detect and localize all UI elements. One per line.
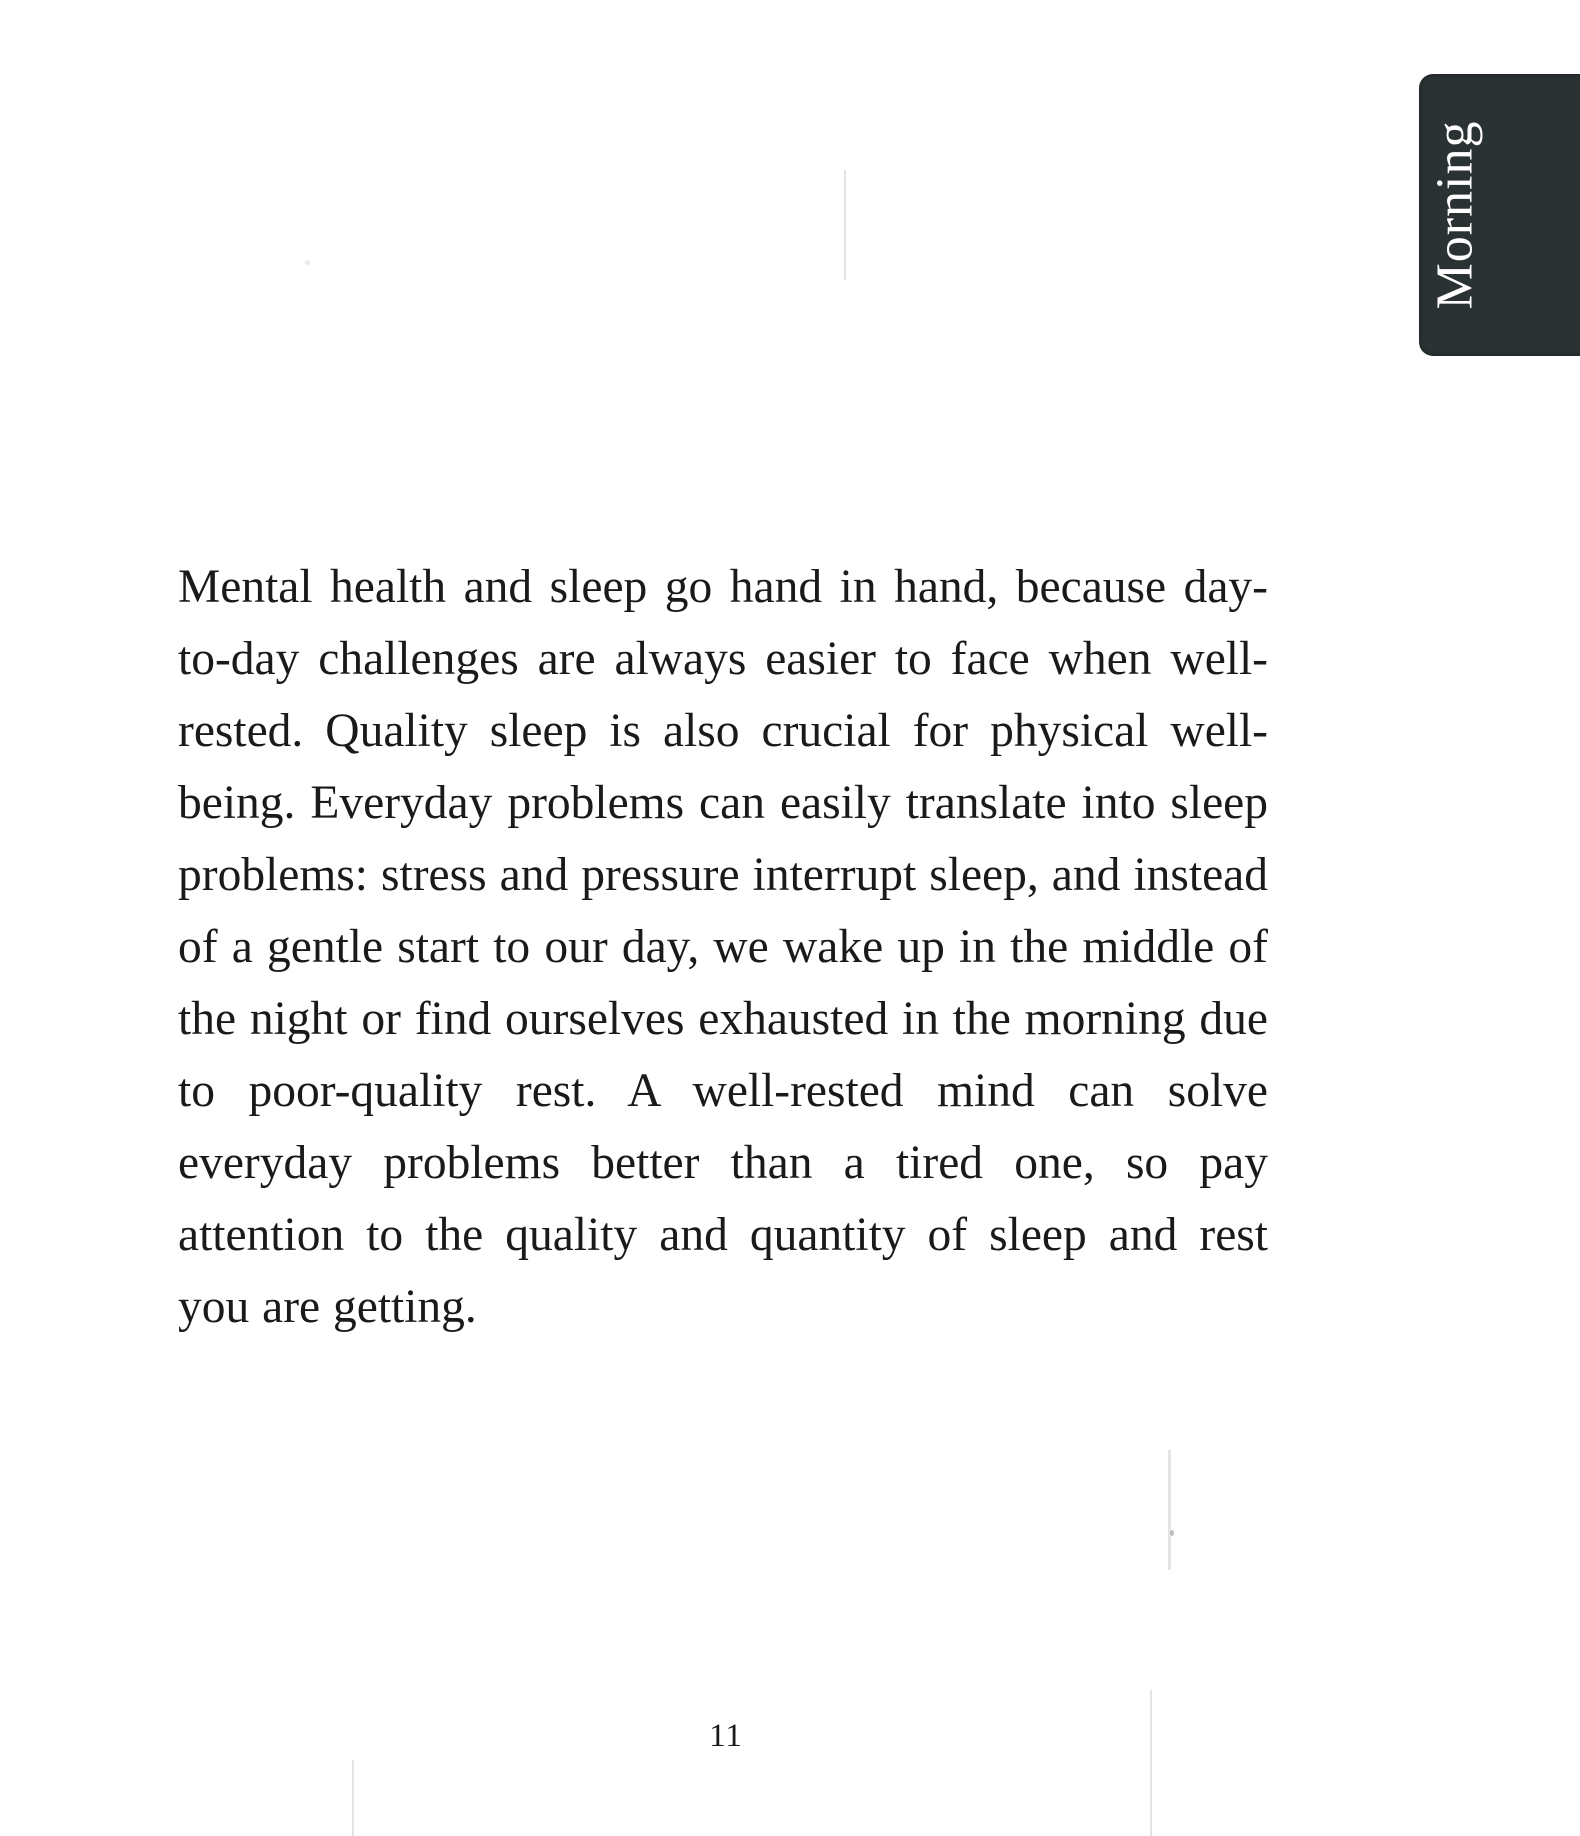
scan-artifact xyxy=(844,170,846,280)
scan-artifact xyxy=(352,1760,354,1836)
page-number: 11 xyxy=(709,1718,743,1754)
scan-artifact xyxy=(1170,1530,1174,1536)
scan-artifact xyxy=(305,260,310,265)
scan-artifact xyxy=(1168,1450,1171,1570)
section-tab-label: Morning xyxy=(1426,120,1484,310)
body-paragraph: Mental health and sleep go hand in hand, because day-to-day challenges are always easier to face when well-rested. Quality sleep is also crucial for physical well-being. Everyday problems can easily translate into sleep problems: stress and pressure interrupt sleep, and instead of a gentle start to our day, we wake up in the middle of the night or find ourselves exhausted in the morning due to poor-quality rest. A well-rested mind can solve everyday problems better than a tired one, so pay attention to the quality and quantity of sleep and rest you are getting. xyxy=(178,561,1268,1333)
scan-artifact xyxy=(1150,1690,1152,1836)
